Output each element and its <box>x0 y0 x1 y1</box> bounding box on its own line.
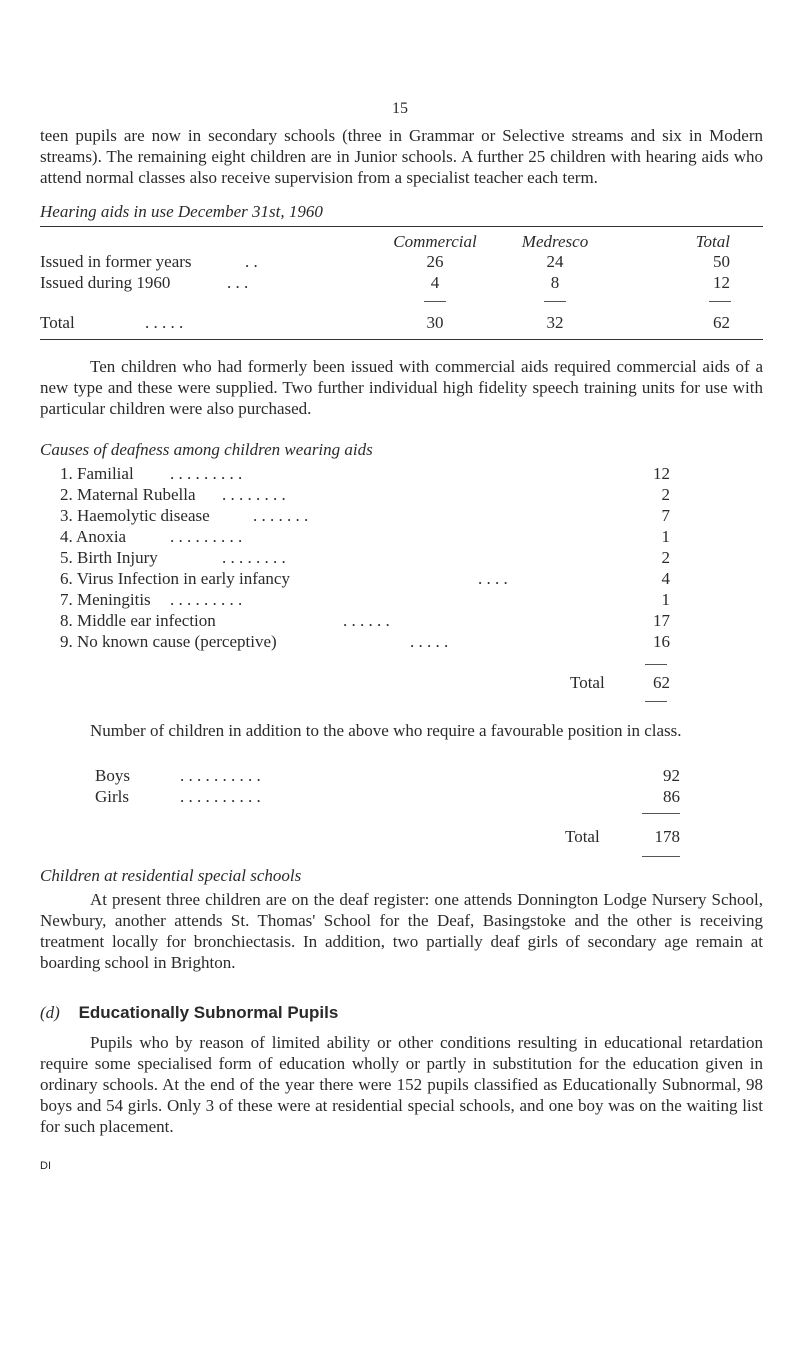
cause-count: 7 <box>661 506 670 525</box>
printer-signature: DI <box>40 1160 51 1172</box>
cell-during-commercial: 4 <box>430 273 440 292</box>
causes-title: Causes of deafness among children wearing aids <box>40 440 373 459</box>
cause-count: 2 <box>661 485 670 504</box>
subtotal-dash <box>424 301 446 302</box>
cause-count: 1 <box>661 590 670 609</box>
favourable-total-label: Total <box>565 827 600 846</box>
cause-label: 4. Anoxia <box>60 527 127 546</box>
boys-label: Boys <box>95 766 130 785</box>
residential-schools-title: Children at residential special schools <box>40 866 302 885</box>
col-header-total: Total <box>695 232 730 251</box>
cell-during-medresco: 8 <box>550 273 560 292</box>
leader-dots: . . . . . <box>145 313 184 332</box>
leader-dots: . . . . . . <box>343 611 390 630</box>
cause-label: 1. Familial <box>60 464 134 483</box>
boys-count: 92 <box>663 766 680 785</box>
leader-dots: . . . . . . . . . <box>170 464 243 483</box>
cause-label: 7. Meningitis <box>60 590 151 609</box>
esn-paragraph: Pupils who by reason of limited ability or other conditions resulting in educational retardation require some specialised form of education wholly or partly in substitution for the education given in ordinary schools. At the end of the year there were 152 pupils classified as Educationally Subnormal, 98 boys and 54 girls. Only 3 of these were at residential special schools, and one boy was on the waiting list for such placement. <box>40 1033 763 1136</box>
causes-total-label: Total <box>570 673 605 692</box>
row-label-during-1960: Issued during 1960 <box>40 273 171 292</box>
cause-label: 3. Haemolytic disease <box>60 506 210 525</box>
causes-total-value: 62 <box>653 673 670 692</box>
cell-during-total: 12 <box>713 273 730 292</box>
intro-paragraph: teen pupils are now in secondary schools (three in Grammar or Selective streams and six in Modern streams). The remaining eight children are in Junior schools. A further 25 children with hearing aids who attend normal classes also receive supervision from a specialist teacher each term. <box>40 126 763 187</box>
row-label-former-years: Issued in former years <box>40 252 192 271</box>
favourable-total-value: 178 <box>654 827 680 846</box>
cell-former-commercial: 26 <box>426 252 444 271</box>
col-header-commercial: Commercial <box>393 232 477 251</box>
residential-schools-paragraph: At present three children are on the deaf register: one attends Donnington Lodge Nursery School, Newbury, another attends St. Thomas' School for the Deaf, Basingstoke and the other is receiving treatment locally for bronchiectasis. In addition, two partially deaf girls of secondary age remain at boarding school in Brighton. <box>40 890 763 972</box>
cause-label: 9. No known cause (perceptive) <box>60 632 277 651</box>
cause-count: 16 <box>653 632 670 651</box>
girls-label: Girls <box>95 787 129 806</box>
leader-dots: . . <box>245 252 258 271</box>
cause-label: 8. Middle ear infection <box>60 611 216 630</box>
leader-dots: . . . . . . . . <box>222 548 286 567</box>
total-underline <box>642 856 680 857</box>
cause-label: 5. Birth Injury <box>60 548 158 567</box>
table-top-rule <box>40 226 763 227</box>
page-number: 15 <box>392 100 408 117</box>
hearing-aids-title: Hearing aids in use December 31st, 1960 <box>40 202 323 221</box>
col-header-medresco: Medresco <box>521 232 589 251</box>
cause-count: 4 <box>661 569 670 588</box>
row-label-total: Total <box>40 313 75 332</box>
subtotal-dash <box>645 664 667 665</box>
section-heading <box>40 1003 338 1023</box>
table-bottom-rule <box>40 339 763 340</box>
commercial-aids-paragraph: Ten children who had formerly been issued with commercial aids required commercial aids of a new type and these were supplied. Two further individual high fidelity speech training units for use with particular children were also purchased. <box>40 357 763 418</box>
leader-dots: . . . . <box>478 569 508 588</box>
cause-count: 17 <box>653 611 670 630</box>
cause-label: 6. Virus Infection in early infancy <box>60 569 290 588</box>
cell-total-medresco: 32 <box>546 313 564 332</box>
leader-dots: . . . . . . . . . . <box>180 787 261 806</box>
favourable-position-paragraph: Number of children in addition to the above who require a favourable position in class. <box>90 721 682 740</box>
cell-total-total: 62 <box>713 313 730 332</box>
leader-dots: . . . . . . . . <box>222 485 286 504</box>
total-underline <box>645 701 667 702</box>
leader-dots: . . . . . . . <box>253 506 309 525</box>
section-title: Educationally Subnormal Pupils <box>78 1003 339 1022</box>
cause-count: 2 <box>661 548 670 567</box>
section-letter: (d) <box>40 1003 60 1022</box>
leader-dots: . . . . . . . . . <box>170 527 243 546</box>
subtotal-dash <box>709 301 731 302</box>
cause-count: 12 <box>653 464 670 483</box>
cell-former-total: 50 <box>713 252 730 271</box>
cause-label: 2. Maternal Rubella <box>60 485 196 504</box>
cause-count: 1 <box>661 527 670 546</box>
leader-dots: . . . <box>227 273 249 292</box>
cell-total-commercial: 30 <box>426 313 444 332</box>
leader-dots: . . . . . <box>410 632 449 651</box>
leader-dots: . . . . . . . . . <box>170 590 243 609</box>
cell-former-medresco: 24 <box>546 252 564 271</box>
girls-count: 86 <box>663 787 680 806</box>
subtotal-dash <box>642 813 680 814</box>
leader-dots: . . . . . . . . . . <box>180 766 261 785</box>
subtotal-dash <box>544 301 566 302</box>
